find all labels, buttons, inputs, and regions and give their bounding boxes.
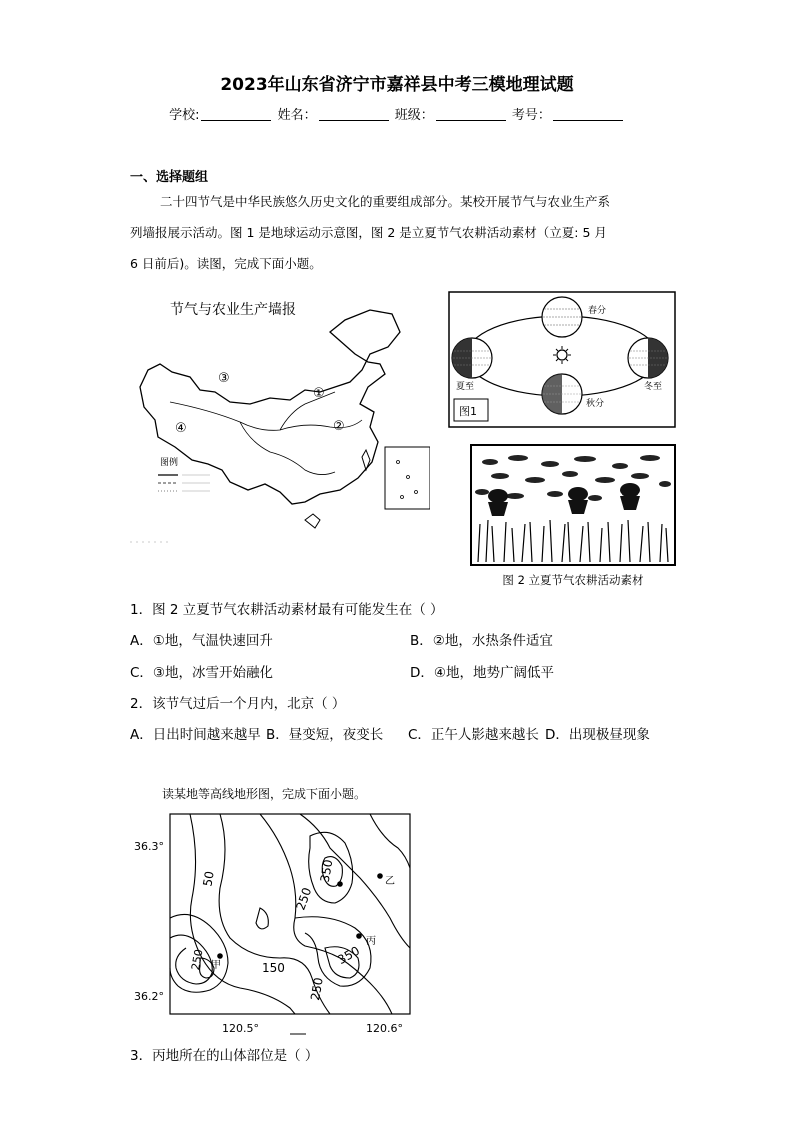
q2-option-d[interactable]: D．出现极昼现象 bbox=[545, 727, 650, 743]
section-heading: 一、选择题组 bbox=[130, 170, 209, 185]
student-info-line bbox=[0, 104, 794, 123]
point-peak-marker bbox=[337, 881, 343, 887]
map-label-2: ② bbox=[333, 419, 345, 434]
label-autumn-equinox: 秋分 bbox=[586, 399, 605, 409]
intro-paragraph-2: 读某地等高线地形图，完成下面小题。 bbox=[162, 787, 367, 801]
map-label-1: ① bbox=[313, 386, 325, 401]
contour-label-250-west: 250 bbox=[189, 948, 206, 972]
contour-label-50: 50 bbox=[200, 870, 217, 888]
point-label-jia: 甲 bbox=[211, 960, 221, 971]
map-label-3: ③ bbox=[218, 371, 230, 386]
point-label-yi: 乙 bbox=[385, 876, 395, 887]
earth-spring-equinox bbox=[542, 297, 582, 337]
map-label-4: ④ bbox=[175, 421, 187, 436]
q1-option-d[interactable]: D．④地，地势广阔低平 bbox=[410, 665, 554, 681]
map-title: 节气与农业生产墙报 bbox=[170, 302, 296, 318]
earth-winter-solstice bbox=[628, 338, 668, 378]
question-3-stem: 3．丙地所在的山体部位是（ ） bbox=[130, 1048, 319, 1064]
figure-1-earth-orbit bbox=[448, 291, 676, 428]
contour-map-figure bbox=[130, 808, 420, 1040]
contour-map-frame bbox=[170, 814, 410, 1014]
earth-summer-solstice bbox=[452, 338, 492, 378]
figure-2-farming-scene bbox=[470, 444, 676, 566]
intro-line-3: 6 日前后)。读图，完成下面小题。 bbox=[130, 256, 322, 271]
page-title: 2023年山东省济宁市嘉祥县中考三模地理试题 bbox=[220, 75, 574, 95]
earth-autumn-equinox bbox=[542, 374, 582, 414]
intro-paragraph-1 bbox=[130, 186, 670, 279]
name-label: 姓名： bbox=[277, 108, 317, 123]
class-label: 班级： bbox=[394, 108, 434, 123]
contour-label-250-north: 250 bbox=[293, 885, 315, 913]
province-boundary bbox=[280, 392, 335, 430]
label-winter-solstice: 冬至 bbox=[644, 382, 663, 392]
q2-option-b[interactable]: B．昼变短，夜变长 bbox=[266, 727, 384, 743]
longitude-right-label: 120.6° bbox=[366, 1022, 403, 1035]
school-blank[interactable] bbox=[201, 108, 271, 121]
question-2-stem: 2．该节气过后一个月内，北京（ ） bbox=[130, 696, 346, 712]
exam-no-label: 考号： bbox=[511, 108, 551, 123]
china-map-figure bbox=[130, 292, 430, 567]
school-label: 学校: bbox=[169, 108, 200, 123]
q2-option-a[interactable]: A．日出时间越来越早 bbox=[130, 727, 261, 743]
label-spring-equinox: 春分 bbox=[588, 306, 607, 316]
figure-2-caption: 图 2 立夏节气农耕活动素材 bbox=[502, 573, 644, 587]
q1-option-b[interactable]: B．②地，水热条件适宜 bbox=[410, 633, 553, 649]
inset-islands bbox=[397, 461, 418, 499]
intro-line-2: 列墙报展示活动。图 1 是地球运动示意图，图 2 是立夏节气农耕活动素材（立夏: 5 月 bbox=[130, 225, 607, 240]
contour-label-350-south: 350 bbox=[335, 943, 363, 968]
name-blank[interactable] bbox=[319, 108, 389, 121]
latitude-top-label: 36.3° bbox=[134, 840, 164, 853]
q2-option-c[interactable]: C．正午人影越来越长 bbox=[408, 727, 539, 743]
contour-label-250-south: 250 bbox=[308, 976, 326, 1002]
point-jia-marker bbox=[217, 953, 223, 959]
label-summer-solstice: 夏至 bbox=[456, 382, 475, 392]
exam-no-blank[interactable] bbox=[553, 108, 623, 121]
longitude-left-label: 120.5° bbox=[222, 1022, 259, 1035]
point-bing-marker bbox=[356, 933, 362, 939]
q1-option-c[interactable]: C．③地，冰雪开始融化 bbox=[130, 665, 274, 681]
point-label-bing: 丙 bbox=[366, 936, 376, 947]
latitude-bottom-label: 36.2° bbox=[134, 990, 164, 1003]
q1-option-a[interactable]: A．①地，气温快速回升 bbox=[130, 633, 273, 649]
legend-title: 图例 bbox=[160, 458, 179, 468]
question-1-stem: 1．图 2 立夏节气农耕活动素材最有可能发生在（ ） bbox=[130, 602, 444, 618]
china-outline bbox=[140, 310, 400, 504]
contour-label-150: 150 bbox=[262, 961, 285, 975]
contour-label-350-north: 350 bbox=[317, 858, 336, 884]
intro-line-1: 二十四节气是中华民族悠久历史文化的重要组成部分。某校开展节气与农业生产系 bbox=[160, 194, 611, 209]
taiwan-island bbox=[362, 450, 370, 470]
class-blank[interactable] bbox=[436, 108, 506, 121]
hainan-island bbox=[305, 514, 320, 528]
point-yi-marker bbox=[377, 873, 383, 879]
province-boundary bbox=[240, 422, 335, 475]
figure-1-label: 图1 bbox=[459, 405, 477, 418]
